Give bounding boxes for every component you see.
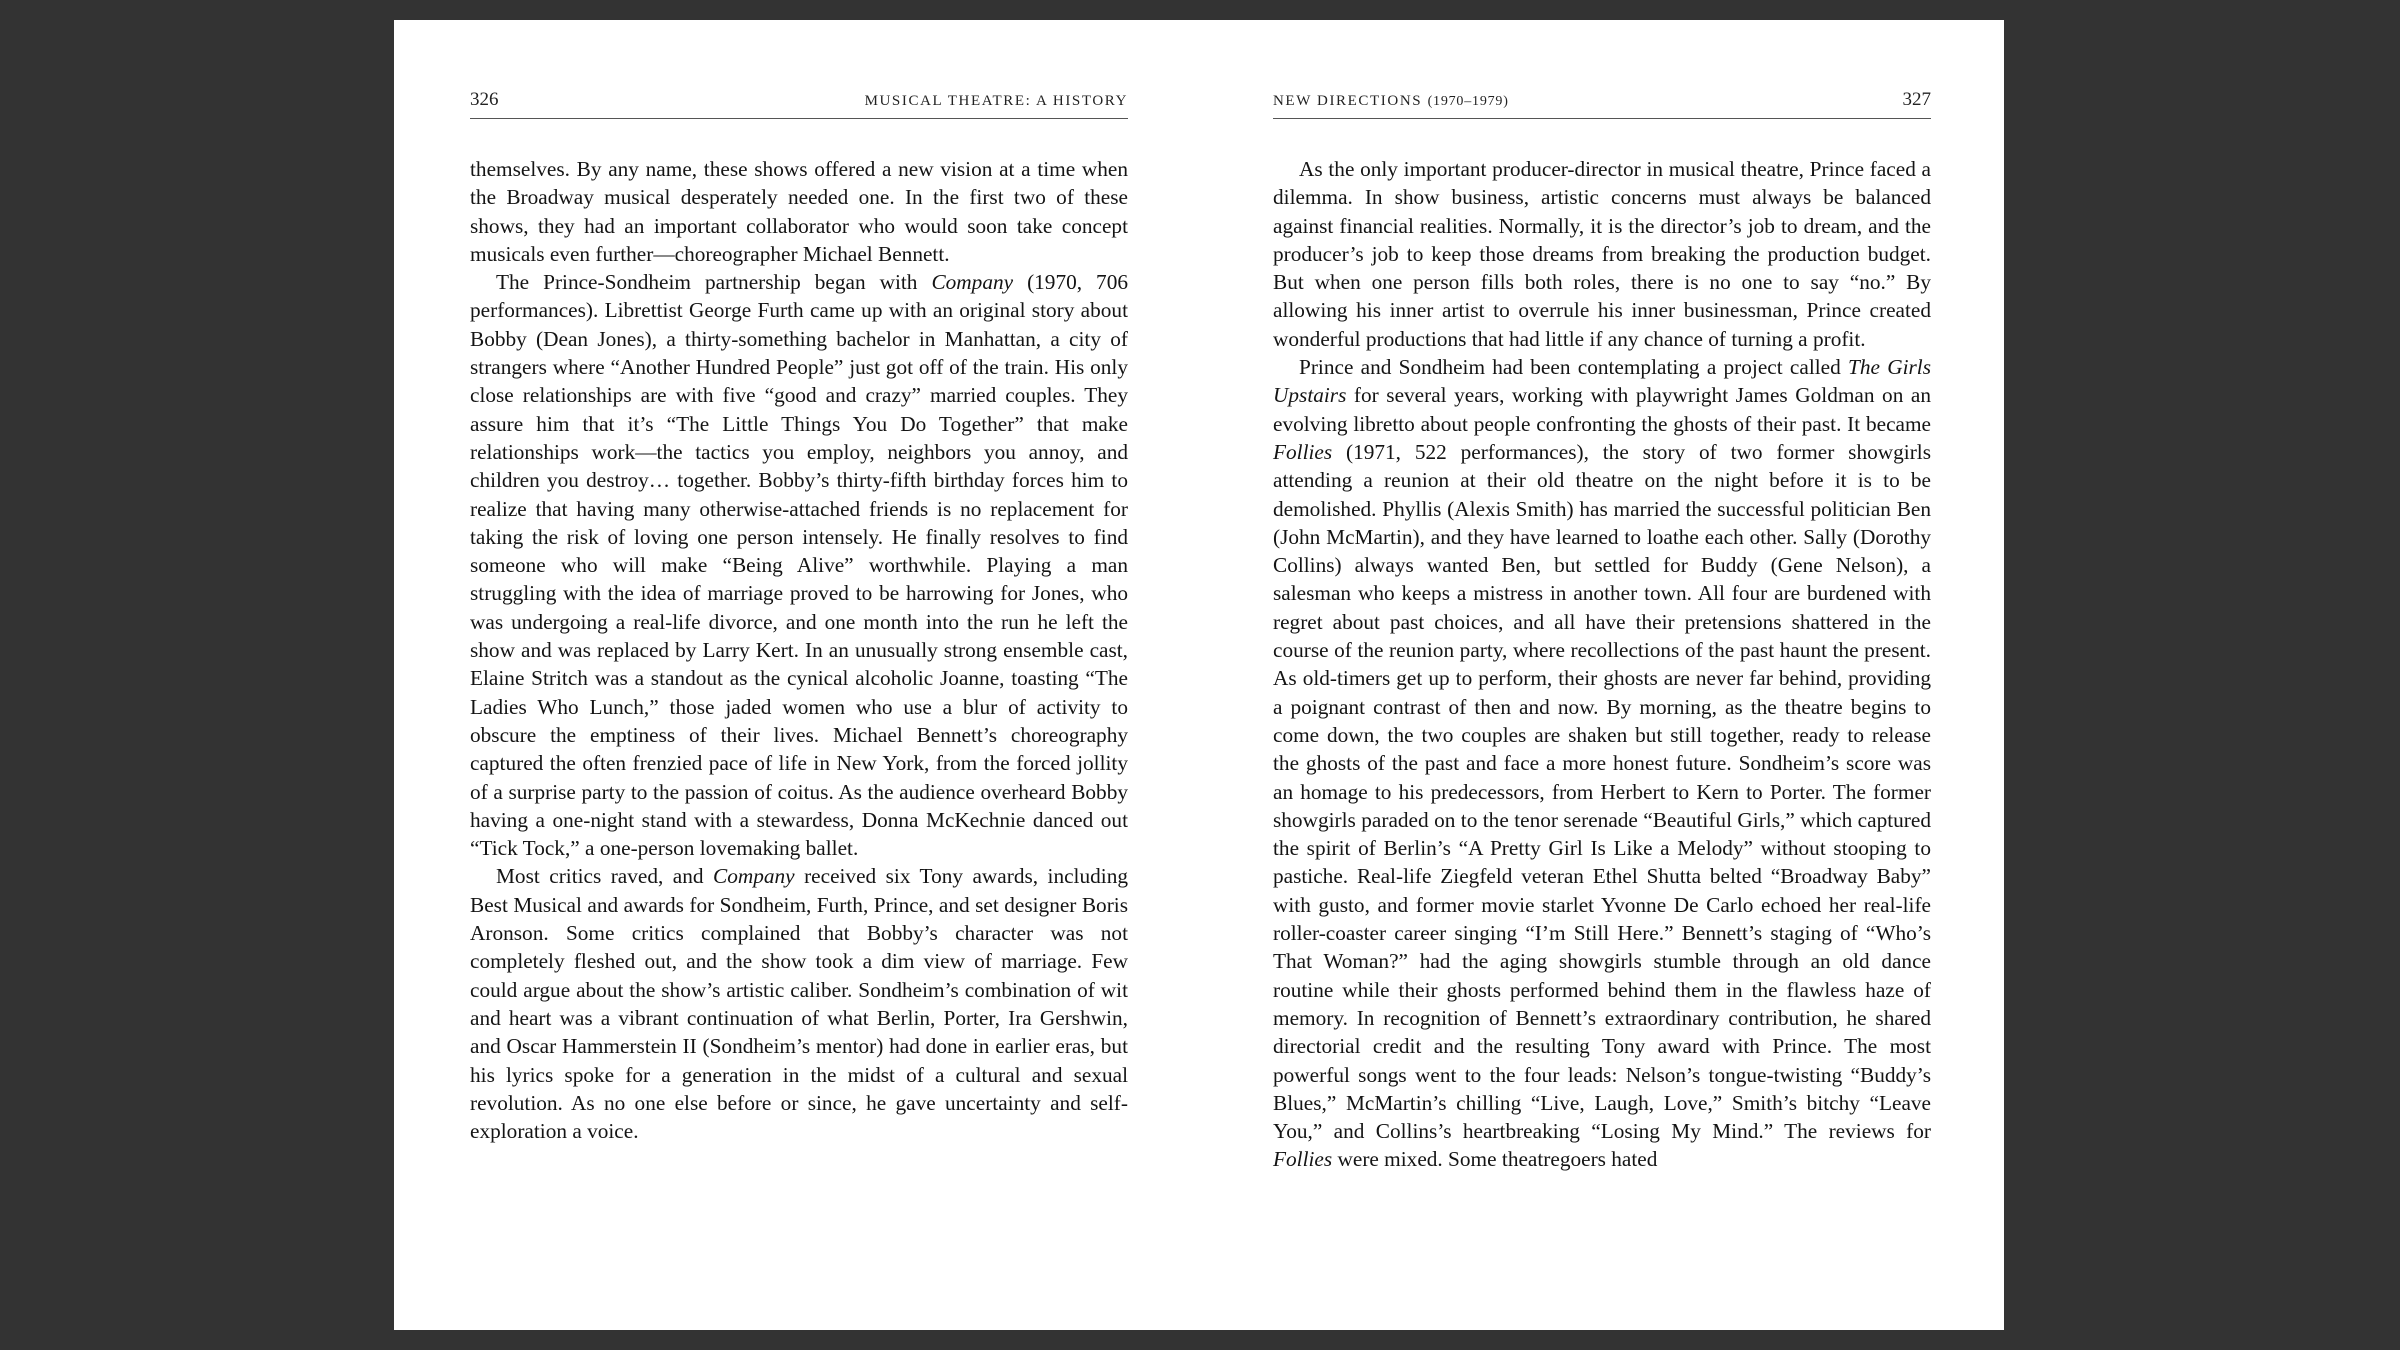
paragraph xyxy=(1273,155,1931,353)
left-page xyxy=(470,20,1128,1330)
text-run: Most critics raved, and xyxy=(496,864,713,889)
left-running-title: MUSICAL THEATRE: A HISTORY xyxy=(864,93,1128,109)
text-run: Prince and Sondheim had been contemplating a project called xyxy=(1299,355,1849,380)
paragraph xyxy=(470,155,1128,268)
text-run: were mixed. Some theatregoers hated xyxy=(1332,1147,1658,1172)
left-page-body xyxy=(470,155,1128,1145)
text-run: (1970, 706 performances). Librettist George Furth came up with an original story about Bobby (Dean Jones), a thirty-something bachelor in Manhattan, a city of strangers where “Another Hundred People” just got off of the train. His only close relationships are with five “good and crazy” married couples. They assure him that it’s “The Little Things You Do Together” that make relationships work—the tactics you employ, neighbors you annoy, and children you destroy… together. Bobby’s thirty-fifth birthday forces him to realize that having many otherwise-attached friends is no replacement for taking the risk of loving one person intensely. He finally resolves to find someone who will make “Being Alive” worthwhile. Playing a man struggling with the idea of marriage proved to be harrowing for Jones, who was undergoing a real-life divorce, and one month into the run he left the show and was replaced by Larry Kert. In an unusually strong ensemble cast, Elaine Stritch was a standout as the cynical alcoholic Joanne, toasting “The Ladies Who Lunch,” those jaded women who use a blur of activity to obscure the emptiness of their lives. Michael Bennett’s choreography captured the often frenzied pace of life in New York, from the forced jollity of a surprise party to the passion of coitus. As the audience overheard Bobby having a one-night stand with a stewardess, Donna McKechnie danced out “Tick Tock,” a one-person lovemaking ballet. xyxy=(470,270,1129,861)
right-running-head xyxy=(1273,88,1931,119)
left-running-head xyxy=(470,88,1128,119)
paragraph xyxy=(1273,353,1931,1174)
italic-title: Company xyxy=(931,270,1014,295)
italic-title: The Girls Upstairs xyxy=(1273,355,1932,408)
italic-title: Follies xyxy=(1273,439,1333,464)
right-running-title xyxy=(1273,90,1509,113)
right-running-title-text: NEW DIRECTIONS xyxy=(1273,93,1423,109)
right-page-number: 327 xyxy=(1902,89,1931,110)
text-run: The Prince-Sondheim partnership began with xyxy=(496,270,932,295)
left-page-number: 326 xyxy=(470,89,499,110)
right-page xyxy=(1273,20,1931,1330)
text-run: themselves. By any name, these shows offered a new vision at a time when the Broadway musical desperately needed one. In the first two of these shows, they had an important collaborator who would soon take concept musicals even further—choreographer Michael Bennett. xyxy=(470,157,1128,266)
paragraph xyxy=(470,862,1128,1145)
right-page-body xyxy=(1273,155,1931,1174)
italic-title: Company xyxy=(712,864,795,889)
italic-title: Follies xyxy=(1273,1147,1333,1172)
text-run: received six Tony awards, including Best Musical and awards for Sondheim, Furth, Prince, and set designer Boris Aronson. Some critics complained that Bobby’s character was not completely fleshed out, and the show took a dim view of marriage. Few could argue about the show’s artistic caliber. Sondheim’s combination of wit and heart was a vibrant continuation of what Berlin, Porter, Ira Gershwin, and Oscar Hammerstein II (Sondheim’s mentor) had done in earlier eras, but his lyrics spoke for a generation in the midst of a cultural and sexual revolution. As no one else before or since, he gave uncertainty and self-exploration a voice. xyxy=(470,864,1128,1144)
text-run: As the only important producer-director in musical theatre, Prince faced a dilemma. In show business, artistic concerns must always be balanced against financial realities. Normally, it is the director’s job to dream, and the producer’s job to keep those dreams from breaking the production budget. But when one person fills both roles, there is no one to say “no.” By allowing his inner artist to overrule his inner businessman, Prince created wonderful productions that had little if any chance of turning a profit. xyxy=(1273,157,1931,351)
right-running-title-years: (1970–1979) xyxy=(1427,94,1509,109)
text-run: for several years, working with playwright James Goldman on an evolving libretto about people confronting the ghosts of their past. It became xyxy=(1273,383,1931,436)
book-spread xyxy=(394,20,2004,1330)
paragraph xyxy=(470,268,1128,862)
text-run: (1971, 522 performances), the story of two former showgirls attending a reunion at their old theatre on the night before it is to be demolished. Phyllis (Alexis Smith) has married the successful politician Ben (John McMartin), and they have learned to loathe each other. Sally (Dorothy Collins) always wanted Ben, but settled for Buddy (Gene Nelson), a salesman who keeps a mistress in another town. All four are burdened with regret about past choices, and all have their pretensions shattered in the course of the reunion party, where recollections of the past haunt the present. As old-timers get up to perform, their ghosts are never far behind, providing a poignant contrast of then and now. By morning, as the theatre begins to come down, the two couples are shaken but still together, ready to release the ghosts of the past and face a more honest future. Sondheim’s score was an homage to his predecessors, from Herbert to Kern to Porter. The former showgirls paraded on to the tenor serenade “Beautiful Girls,” which captured the spirit of Berlin’s “A Pretty Girl Is Like a Melody” without stooping to pastiche. Real-life Ziegfeld veteran Ethel Shutta belted “Broadway Baby” with gusto, and former movie starlet Yvonne De Carlo echoed her real-life roller-coaster career singing “I’m Still Here.” Bennett’s staging of “Who’s That Woman?” had the aging showgirls stumble through an old dance routine while their ghosts performed behind them in the flawless haze of memory. In recognition of Bennett’s extraordinary contribution, he shared directorial credit and the resulting Tony award with Prince. The most powerful songs went to the four leads: Nelson’s tongue-twisting “Buddy’s Blues,” McMartin’s chilling “Live, Laugh, Love,” Smith’s bitchy “Leave You,” and Collins’s heartbreaking “Losing My Mind.” The reviews for xyxy=(1273,439,1931,1144)
